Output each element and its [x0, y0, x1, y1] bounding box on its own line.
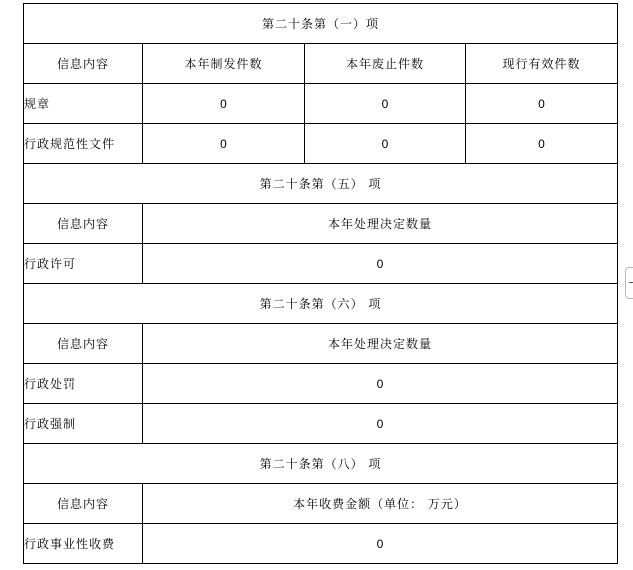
header-row: [24, 204, 618, 244]
row-label: 行政事业性收费: [24, 524, 143, 564]
header-row: [24, 44, 618, 84]
section-title: 第二十条第（一）项: [24, 4, 618, 44]
table-row: [24, 124, 618, 164]
header-cell-abolished: 本年废止件数: [305, 44, 466, 84]
section-title: 第二十条第（五） 项: [24, 164, 618, 204]
row-label: 行政处罚: [24, 364, 143, 404]
value-cell: 0: [143, 84, 305, 124]
section-title-row: [24, 444, 618, 484]
header-cell-content: 信息内容: [24, 204, 143, 244]
value-cell: 0: [143, 404, 618, 444]
table-row: [24, 244, 618, 284]
header-row: [24, 324, 618, 364]
header-cell-content: 信息内容: [24, 44, 143, 84]
table-row: [24, 84, 618, 124]
header-cell-count: 本年处理决定数量: [143, 204, 618, 244]
side-collapse-tab[interactable]: [625, 267, 633, 299]
header-cell-content: 信息内容: [24, 484, 143, 524]
section-title-row: [24, 4, 618, 44]
row-label: 行政强制: [24, 404, 143, 444]
value-cell: 0: [143, 244, 618, 284]
header-cell-count: 本年处理决定数量: [143, 324, 618, 364]
minus-icon: [629, 282, 633, 283]
table-row: [24, 404, 618, 444]
value-cell: 0: [305, 84, 466, 124]
value-cell: 0: [143, 524, 618, 564]
value-cell: 0: [143, 364, 618, 404]
header-cell-valid: 现行有效件数: [466, 44, 618, 84]
section-title-row: [24, 284, 618, 324]
value-cell: 0: [466, 124, 618, 164]
table-row: [24, 364, 618, 404]
section-title: 第二十条第（八） 项: [24, 444, 618, 484]
value-cell: 0: [466, 84, 618, 124]
table-row: [24, 524, 618, 564]
row-label: 行政许可: [24, 244, 143, 284]
row-label: 规章: [24, 84, 143, 124]
header-cell-amount: 本年收费金额（单位： 万元）: [143, 484, 618, 524]
value-cell: 0: [305, 124, 466, 164]
value-cell: 0: [143, 124, 305, 164]
header-cell-content: 信息内容: [24, 324, 143, 364]
section-title: 第二十条第（六） 项: [24, 284, 618, 324]
header-row: [24, 484, 618, 524]
header-cell-issued: 本年制发件数: [143, 44, 305, 84]
disclosure-table: [23, 3, 618, 564]
section-title-row: [24, 164, 618, 204]
row-label: 行政规范性文件: [24, 124, 143, 164]
